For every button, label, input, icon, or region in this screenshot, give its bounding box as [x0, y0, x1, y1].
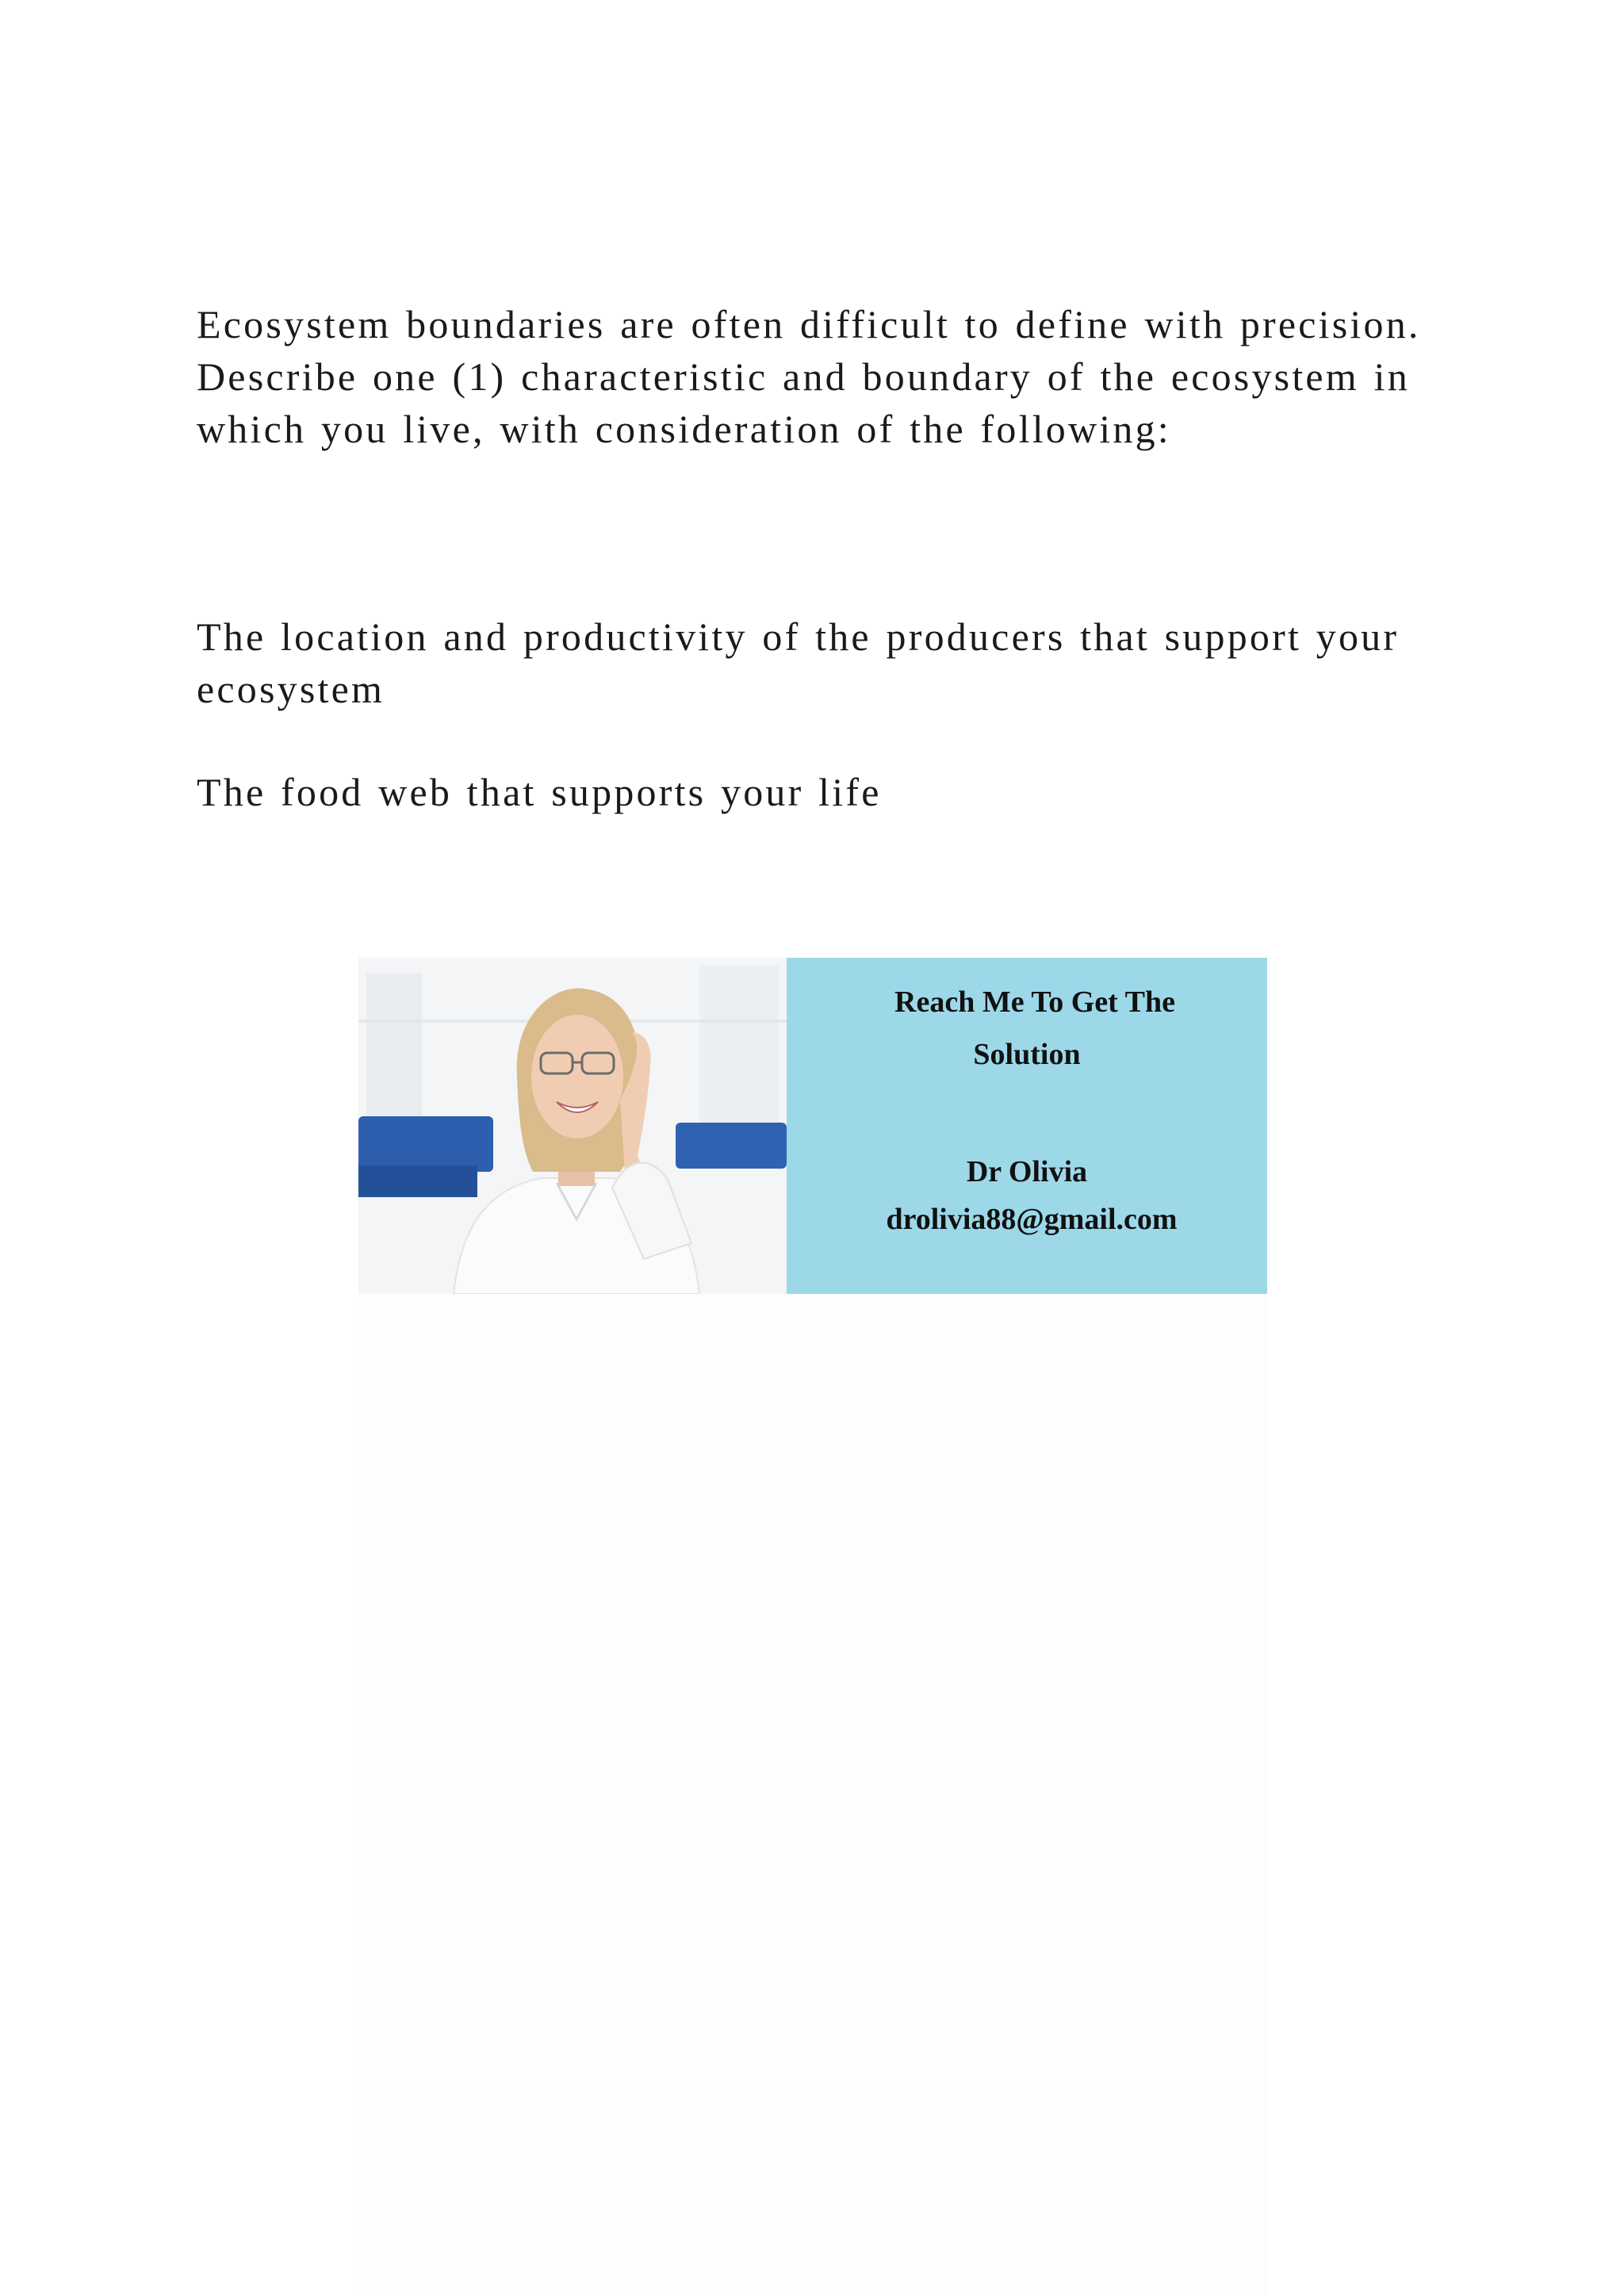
contact-name: Dr Olivia	[966, 1155, 1088, 1188]
bullet-food-web: The food web that supports your life	[197, 770, 882, 814]
contact-email[interactable]: drolivia88@gmail.com	[886, 1203, 1178, 1236]
portrait-illustration	[358, 958, 787, 1294]
banner-headline-2: Solution	[973, 1038, 1081, 1071]
question-paragraph: Ecosystem boundaries are often difficult to define with precision. Describe one (1) characteristic and boundary of the ecosystem in which you live, with consideration of the following:	[197, 302, 1421, 451]
contact-panel	[787, 958, 1267, 1294]
background-column	[358, 1294, 1267, 2296]
banner-headline: Reach Me To Get The	[894, 985, 1175, 1019]
woman-with-glasses-photo	[358, 958, 787, 1294]
bullet-producers: The location and productivity of the producers that support your ecosystem	[197, 614, 1400, 711]
contact-banner	[358, 958, 1267, 1294]
